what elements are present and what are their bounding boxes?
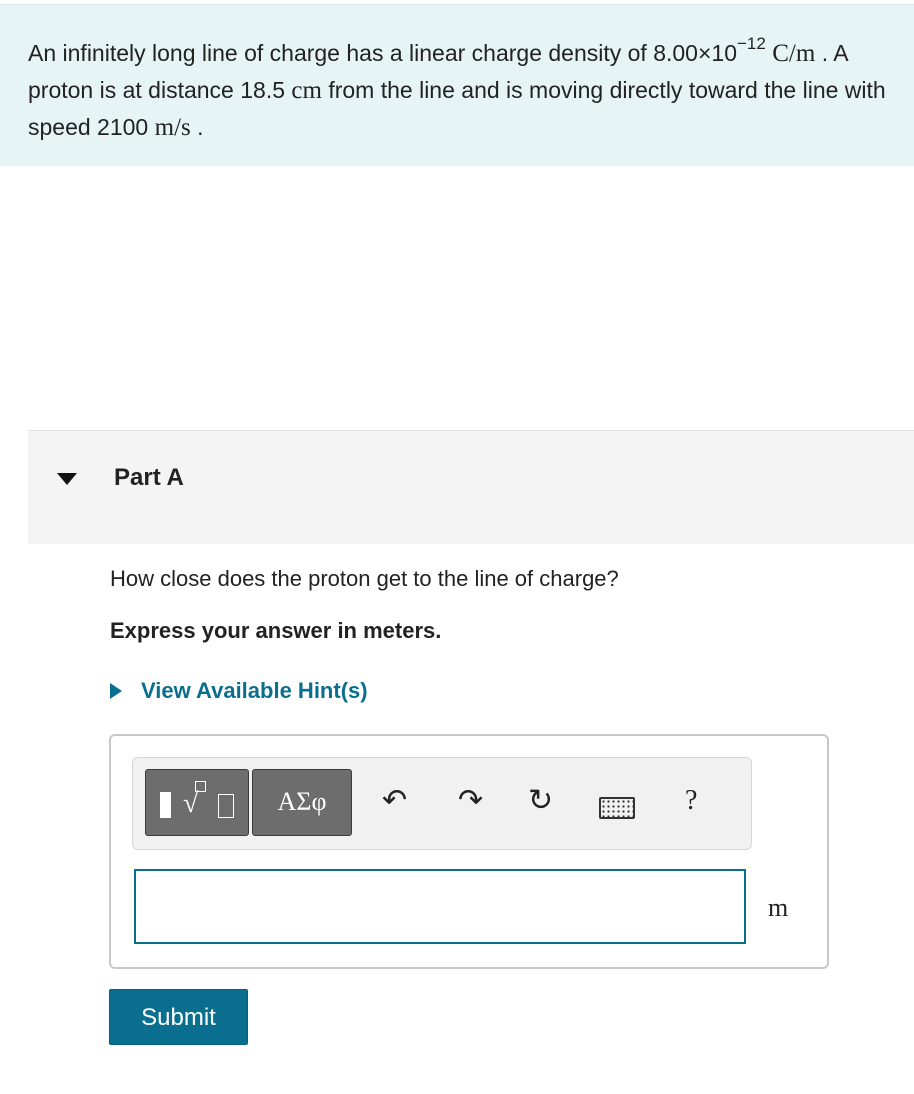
reset-icon[interactable]: ↻ [528,784,554,817]
cursor-block-icon [160,792,171,818]
question-text: How close does the proton get to the line of charge? [110,566,619,591]
answer-input[interactable] [134,869,746,944]
unit-speed: m/s [154,114,191,141]
unit-distance: cm [291,77,322,104]
expand-triangle-icon[interactable] [110,683,122,699]
undo-icon[interactable]: ↶ [382,784,408,817]
submit-button[interactable]: Submit [109,989,248,1045]
keyboard-icon[interactable] [599,797,635,819]
problem-text-part: An infinitely long line of charge has a linear charge density of 8.00×10 [28,40,737,66]
exponent: −12 [737,34,766,54]
redo-icon[interactable]: ↷ [458,784,484,817]
templates-button[interactable] [145,769,249,836]
view-hints-link[interactable]: View Available Hint(s) [141,678,368,703]
problem-text-part: from the line and is moving directly toward the line with speed 2100 [28,77,886,140]
problem-text-part: . A proton is at distance 18.5 [28,40,848,103]
part-title[interactable]: Part A [114,464,184,491]
problem-text [28,35,898,146]
problem-statement [0,4,914,166]
help-button[interactable]: ? [685,785,698,816]
answer-instruction: Express your answer in meters. [110,618,442,643]
exponent-box-icon [195,781,206,792]
square-root-icon: √ [183,788,199,819]
unit-charge-density: C/m [772,40,816,67]
greek-symbols-button[interactable]: ΑΣφ [252,769,352,836]
placeholder-box-icon [218,794,234,818]
answer-unit: m [768,893,789,922]
problem-text-part: . [190,114,204,140]
collapse-triangle-icon[interactable] [57,473,77,485]
